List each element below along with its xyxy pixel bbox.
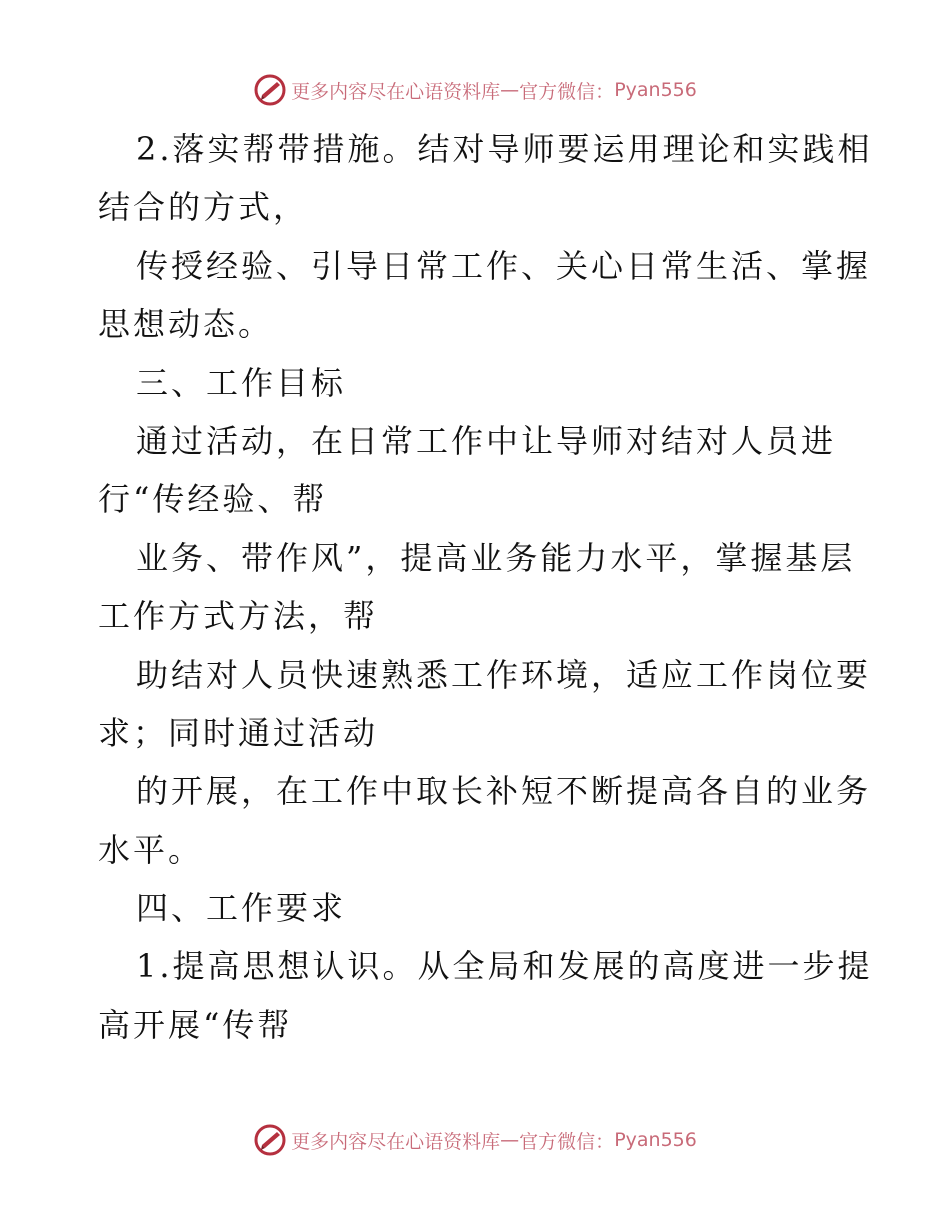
section-heading: 四、工作要求 <box>136 889 347 928</box>
watermark-official: 官方微信： <box>519 1130 615 1153</box>
watermark-official: 官方微信： <box>519 80 615 103</box>
text-line: 高开展“传帮 <box>98 1005 293 1044</box>
brand-logo-icon <box>253 1123 287 1157</box>
watermark-dash: — <box>500 1129 520 1151</box>
footer-watermark <box>0 1120 950 1160</box>
section-heading: 三、工作目标 <box>136 363 347 402</box>
text-line: 思想动态。 <box>98 305 274 344</box>
text-line: 通过活动，在日常工作中让导师对结对人员进 <box>136 421 837 460</box>
watermark-id: Pyan556 <box>614 1129 697 1151</box>
brand-logo-icon <box>253 73 287 107</box>
text-line: 2.落实帮带措施。结对导师要运用理论和实践相 <box>136 130 873 168</box>
watermark-id: Pyan556 <box>614 79 697 101</box>
text-line: 求；同时通过活动 <box>98 713 379 752</box>
text-line: 行“传经验、帮 <box>98 480 328 519</box>
text-line: 传授经验、引导日常工作、关心日常生活、掌握 <box>136 246 872 285</box>
text-line: 1.提高思想认识。从全局和发展的高度进一步提 <box>136 947 873 986</box>
watermark-dash: — <box>500 79 520 101</box>
text-line: 水平。 <box>98 830 204 869</box>
text-line: 助结对人员快速熟悉工作环境，适应工作岗位要 <box>136 655 872 694</box>
watermark-text: 更多内容尽在心语资料库 <box>291 1130 501 1153</box>
text-line: 工作方式方法，帮 <box>98 597 379 636</box>
watermark-text: 更多内容尽在心语资料库 <box>291 80 501 103</box>
document-body <box>98 120 873 1054</box>
header-watermark <box>0 70 950 110</box>
text-line: 的开展，在工作中取长补短不断提高各自的业务 <box>136 772 872 811</box>
text-line: 结合的方式， <box>98 188 309 227</box>
text-line: 业务、带作风”，提高业务能力水平，掌握基层 <box>136 538 856 577</box>
